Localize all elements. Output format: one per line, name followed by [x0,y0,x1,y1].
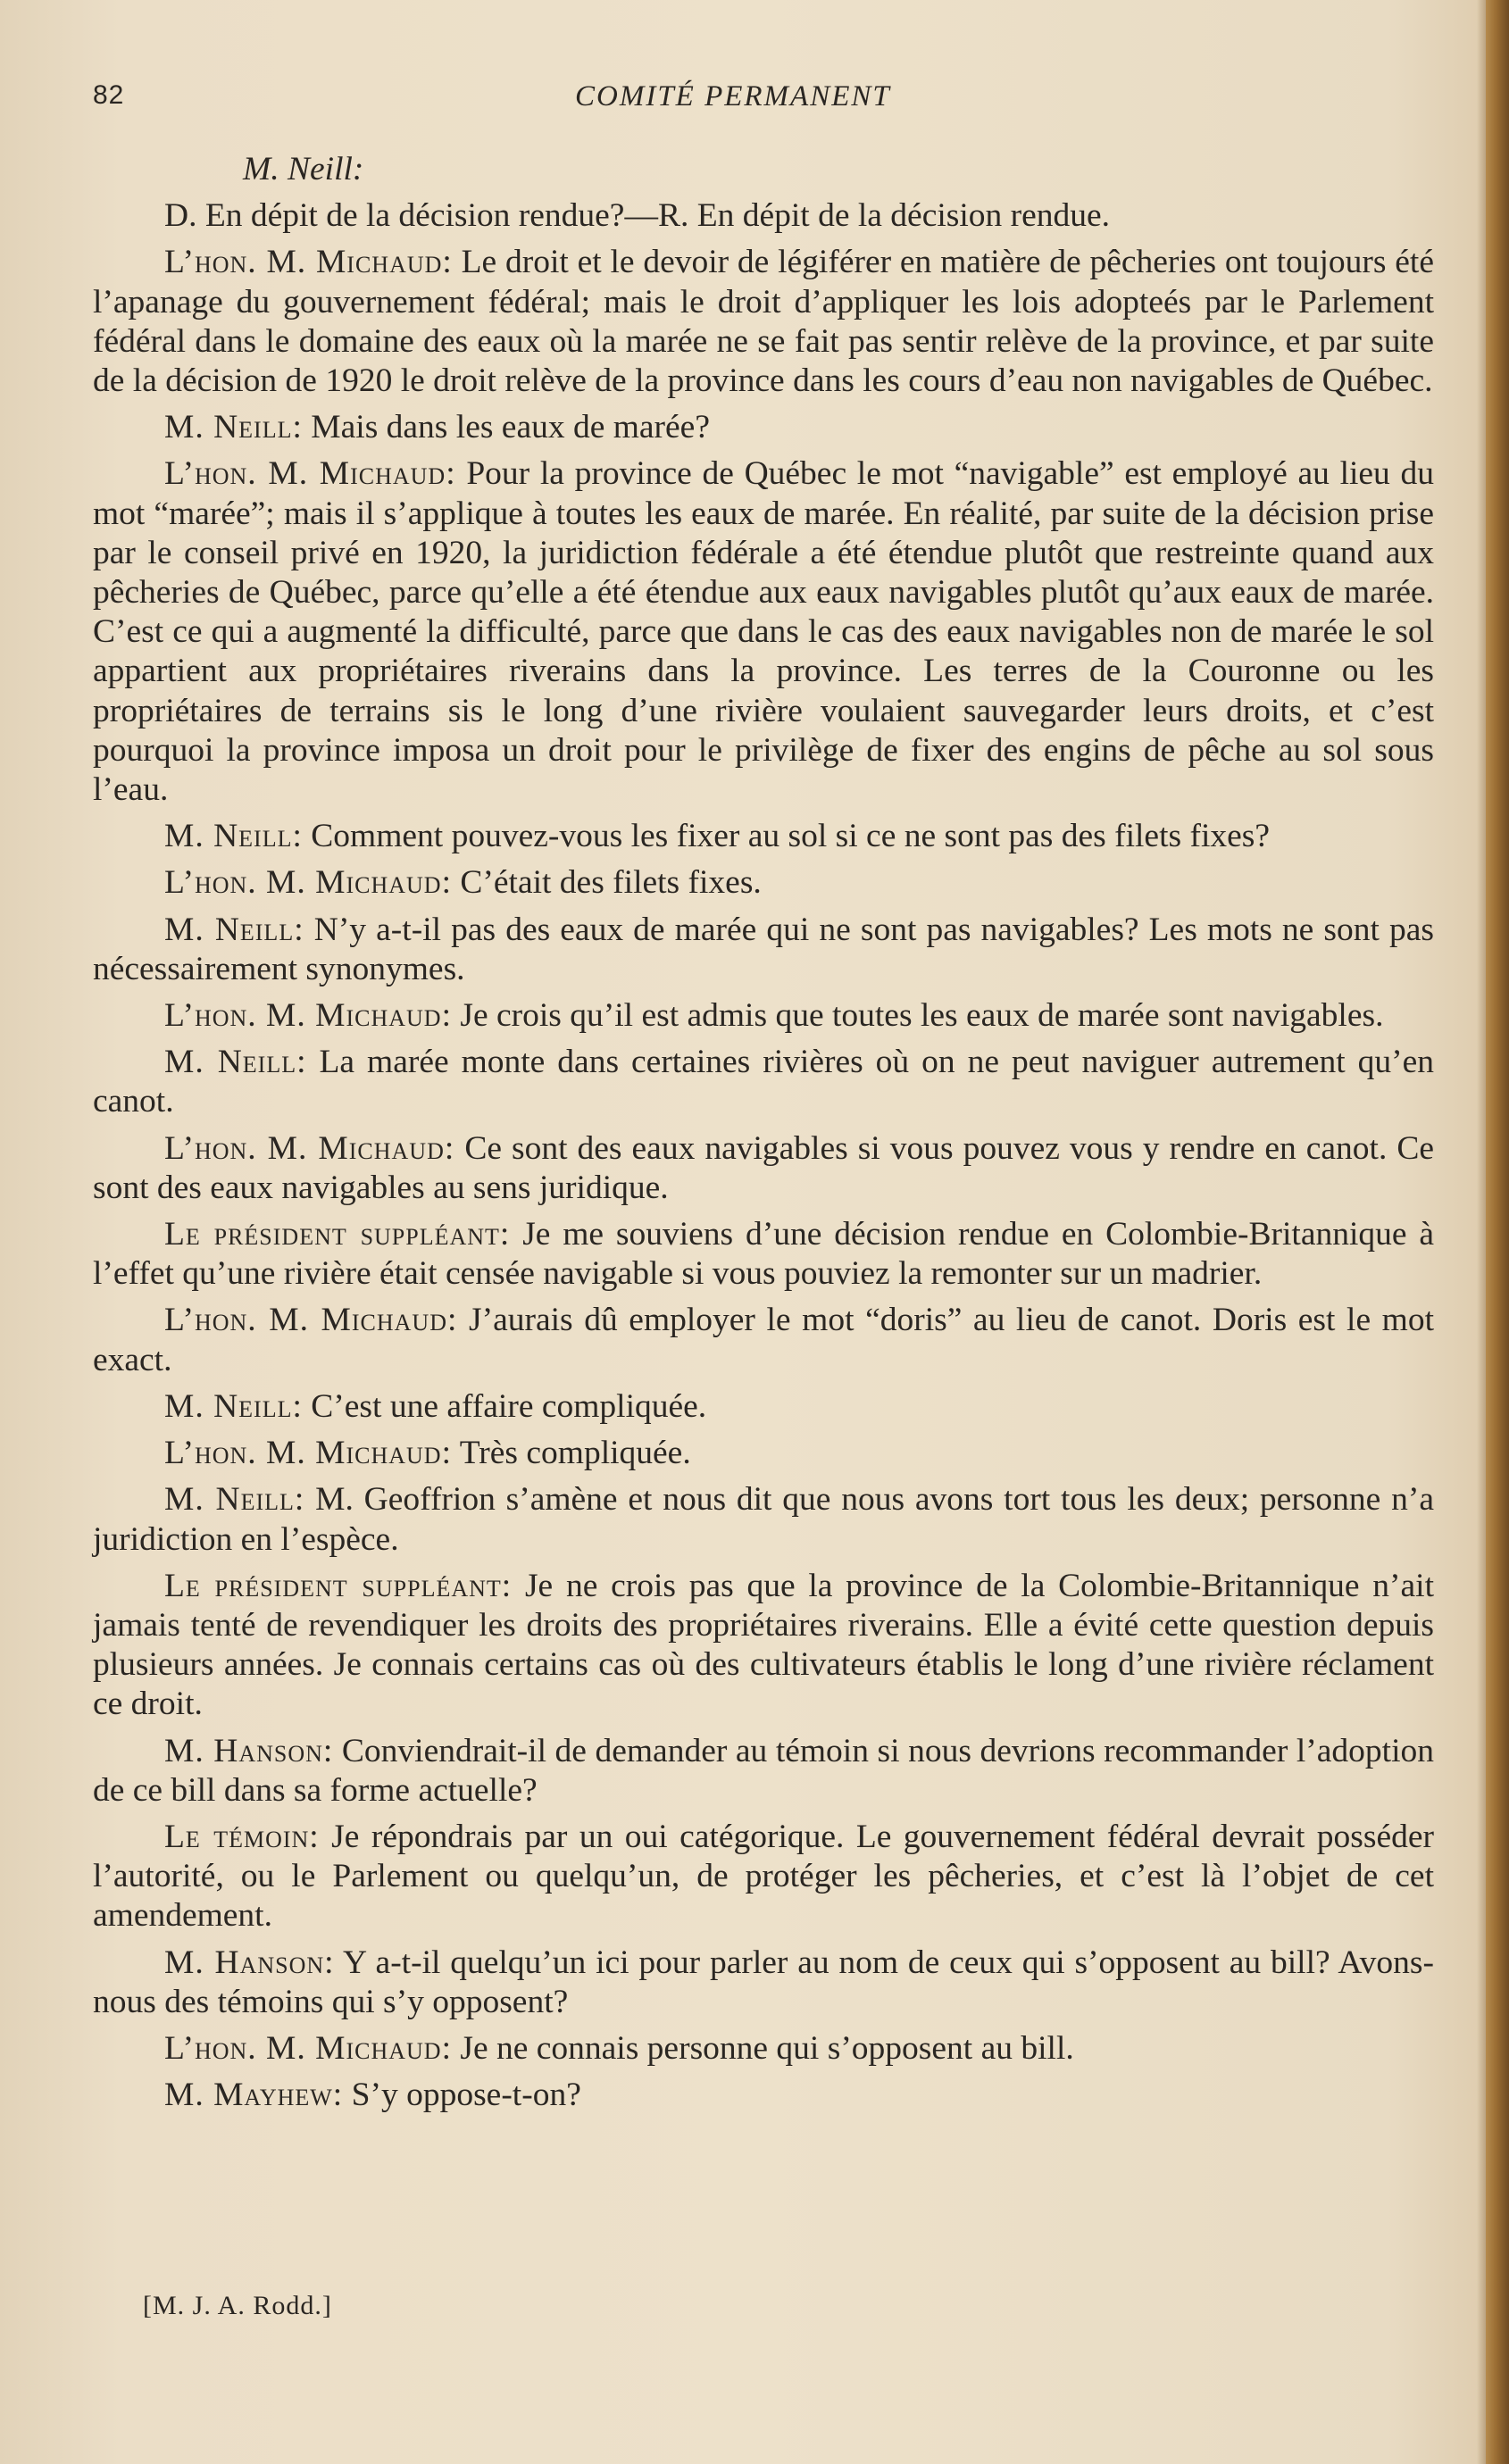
paragraph-text: M. Geoffrion s’amène et nous dit que nous avons tort tous les deux; personne n’a juridiction en l’espèce. [93,1481,1434,1558]
paragraph [243,150,1434,189]
paragraph-text: N’y a-t-il pas des eaux de marée qui ne sont pas navigables? Les mots ne sont pas nécessairement synonymes. [93,911,1435,987]
paragraph-text: Y a-t-il quelqu’un ici pour parler au nom de ceux qui s’opposent au bill? Avons-nous des témoins qui s’y opposent? [93,1944,1435,2020]
paragraph [93,454,1434,810]
paragraph [93,1944,1434,2022]
speaker-label: L’hon. M. Michaud: [164,1129,455,1167]
paragraph-text: Je me souviens d’une décision rendue en Colombie-Britannique à l’effet qu’une rivière était censée navigable si vous pouviez la remonter sur un madrier. [93,1216,1434,1293]
paragraph-text: C’est une affaire compliquée. [311,1387,707,1425]
footer-signature: [M. J. A. Rodd.] [143,2291,332,2320]
speaker-label: L’hon. M. Michaud: [164,2029,452,2067]
running-head: COMITÉ PERMANENT [575,80,891,112]
paragraph-text: Conviendrait-il de demander au témoin si nous devrions recommander l’adoption de ce bill dans sa forme actuelle? [93,1732,1434,1809]
speaker-label: M. Neill: [164,1387,303,1425]
speaker-label: L’hon. M. Michaud: [164,1435,452,1472]
paragraph [93,1732,1434,1811]
paragraph [93,1043,1434,1121]
speaker-label: L’hon. M. Michaud: [164,997,452,1035]
speaker-label: L’hon. M. Michaud: [164,244,453,281]
page-edge-shadow [1477,0,1486,2464]
paragraph [93,1215,1434,1294]
paragraph-text: Comment pouvez-vous les fixer au sol si ce ne sont pas des filets fixes? [311,818,1270,855]
paragraph [93,1818,1434,1936]
paragraph-text: Je crois qu’il est admis que toutes les eaux de marée sont navigables. [460,997,1384,1035]
paragraph-text: J’aurais dû employer le mot “doris” au lieu de canot. Doris est le mot exact. [93,1302,1435,1378]
paragraph [93,2029,1434,2069]
speaker-label: M. Hanson: [164,1944,335,1981]
paragraph [93,1129,1434,1208]
paragraph-text: La marée monte dans certaines rivières où on ne peut naviguer autrement qu’en canot. [93,1044,1435,1120]
speaker-label: M. Neill: [164,818,303,855]
paragraph-text: Très compliquée. [459,1435,691,1472]
paragraph [93,863,1434,903]
paragraph-text: Mais dans les eaux de marée? [311,409,710,446]
speaker-label: M. Neill: [164,409,303,446]
speaker-label: M. Neill: [243,151,364,187]
paragraph-text: Le droit et le devoir de légiférer en matière de pêcheries ont toujours été l’apanage du gouvernement fédéral; mais le droit d’appliquer les lois adopteés par le Parlement fédéral dans le domaine des eaux où la marée ne se fait pas sentir relève de la province, et par suite de la décision de 1920 le droit relève de la province dans les cours d’eau non navigables de Québec. [93,244,1434,400]
paragraph-text: Je ne crois pas que la province de la Colombie-Britannique n’ait jamais tenté de revendiquer les droits des propriétaires riverains. Elle a évité cette question depuis plusieurs années. Je connais certains cas où des cultivateurs établis le long d’une rivière réclament ce droit. [93,1567,1435,1723]
paragraph [93,996,1434,1036]
speaker-label: M. Neill: [164,1044,307,1081]
speaker-label: M. Neill: [164,911,304,948]
paragraph-text: S’y oppose-t-on? [351,2077,581,2114]
book-spine [1486,0,1509,2464]
paragraph-text: Pour la province de Québec le mot “navigable” est employé au lieu du mot “marée”; mais il s’applique à toutes les eaux de marée. En réalité, par suite de la décision prise par le conseil privé en 1920, la juridiction fédérale a été étendue plutôt que restreinte quand aux pêcheries de Québec, parce qu’elle a été étendue aux eaux navigables plutôt qu’aux eaux de marée. C’est ce qui a augmenté la difficulté, parce que dans le cas des eaux navigables non de marée le sol appartient aux propriétaires riverains dans la province. Les terres de la Couronne ou les propriétaires de terrains sis le long d’une rivière voulaient sauvegarder leurs droits, et c’est pourquoi la province imposa un droit pour le privilège de fixer des engins de pêche au sol sous l’eau. [93,455,1434,809]
page-header [93,80,1468,120]
speaker-label: L’hon. M. Michaud: [164,864,452,902]
speaker-label: Le témoin: [164,1818,320,1855]
paragraph-text: Je ne connais personne qui s’opposent au bill. [460,2029,1074,2067]
paragraph [93,1434,1434,1473]
paragraph [93,243,1434,401]
paragraph [93,196,1434,236]
paragraph [93,1567,1434,1725]
speaker-label: M. Neill: [164,1481,305,1519]
paragraph [93,408,1434,447]
paragraph-text: Ce sont des eaux navigables si vous pouvez vous y rendre en canot. Ce sont des eaux navigables au sens juridique. [93,1129,1434,1206]
paragraph [93,1480,1434,1559]
paragraph-text: C’était des filets fixes. [460,864,762,902]
speaker-label: M. Hanson: [164,1732,334,1769]
paragraph-text: D. En dépit de la décision rendue?—R. En dépit de la décision rendue. [164,197,1111,235]
paragraph [93,1387,1434,1427]
speaker-label: Le président suppléant: [164,1567,513,1604]
paragraph [93,2076,1434,2115]
paragraph-text: Je répondrais par un oui catégorique. Le gouvernement fédéral devrait posséder l’autorité, ou le Parlement ou quelqu’un, de protéger les pêcheries, et c’est là l’objet de cet amendement. [93,1818,1434,1935]
speaker-label: L’hon. M. Michaud: [164,455,456,493]
speaker-label: M. Mayhew: [164,2077,344,2114]
paragraph [93,1301,1434,1379]
speaker-label: Le président suppléant: [164,1216,511,1253]
transcript-body [93,150,1434,2122]
paragraph [93,817,1434,856]
speaker-label: L’hon. M. Michaud: [164,1302,458,1339]
page-number: 82 [93,80,125,110]
paragraph [93,911,1434,989]
